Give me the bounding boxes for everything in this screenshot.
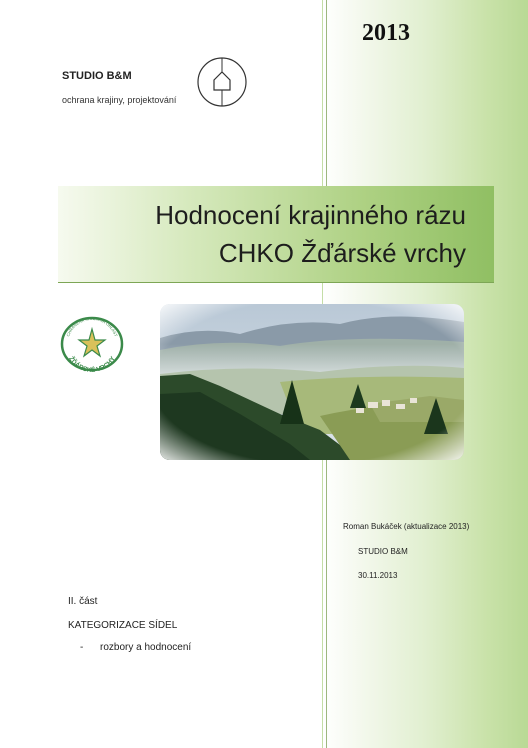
category-heading: KATEGORIZACE SÍDEL bbox=[68, 620, 178, 631]
bullet-dash: - bbox=[80, 642, 84, 653]
studio-name: STUDIO B&M bbox=[62, 70, 132, 82]
title-line-2: CHKO Žďárské vrchy bbox=[218, 238, 466, 268]
title-line-1: Hodnocení krajinného rázu bbox=[155, 200, 466, 230]
badge-arc-bottom: ŽĎÁRSKÉ VRCHY bbox=[67, 355, 117, 372]
panel-line-2 bbox=[326, 460, 327, 748]
year: 2013 bbox=[362, 20, 410, 46]
author-date: 30.11.2013 bbox=[358, 571, 398, 580]
author-name: Roman Bukáček (aktualizace 2013) bbox=[343, 522, 470, 531]
landscape-photo bbox=[160, 304, 464, 460]
chko-badge-icon bbox=[52, 316, 132, 372]
author-studio: STUDIO B&M bbox=[358, 547, 408, 556]
bullet-item bbox=[80, 642, 191, 653]
part-label: II. část bbox=[68, 596, 98, 607]
studio-subtitle: ochrana krajiny, projektování bbox=[62, 95, 177, 105]
panel-line-1 bbox=[326, 0, 327, 186]
badge-arc-top: CHRÁNĚNÁ KRAJINNÁ OBLAST bbox=[65, 316, 119, 338]
bullet-text: rozbory a hodnocení bbox=[100, 642, 192, 653]
studio-logo-icon bbox=[196, 56, 248, 108]
